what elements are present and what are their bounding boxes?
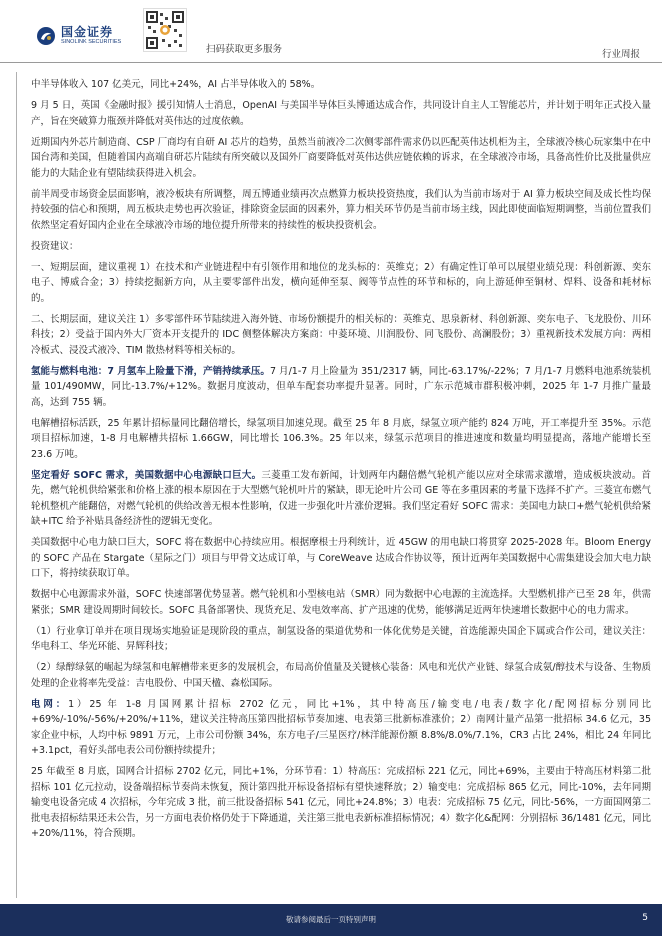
company-logo <box>36 26 121 46</box>
logo-english-name: SINOLINK SECURITIES <box>61 39 122 45</box>
paragraph-liquid-cooling-market: 前半周受市场资金层面影响，液冷板块有所调整，周五博通业绩再次点燃算力板块投资热度，我们认为当前市场对于 AI 算力板块空间及成长性均保持较强的信心和预期，周五板块走势也再次验证，排除资金层面的因素外，算力相关环节仍是当前市场主线，因此即使面临短期调整，当前位置我们依然坚定看好国内企业在全球液冷市场的地位提升所带来的持续性的板块投资机会。 <box>31 188 651 231</box>
sinolink-logo-icon <box>36 26 56 46</box>
left-margin-line <box>16 72 17 898</box>
qr-code-icon[interactable] <box>143 8 187 52</box>
paragraph-hydrogen-fuel-cell: 氢能与燃料电池：7 月氢车上险量下滑，产销持续承压。7 月/1-7 月上险量为 351/2317 辆，同比-63.17%/-22%；7 月/1-7 月燃料电池系统装机量 101/490MW，同比-13.7%/+12%。数据月度波动，但单车配套功率提升显著。同时，广东示范城市群积极冲刺，2025 年 1-7 月推广量最高，达到 755 辆。 <box>31 365 651 408</box>
page-header <box>0 0 662 62</box>
paragraph-ai-chip-trend: 近期国内外芯片制造商、CSP 厂商均有自研 AI 芯片的趋势，虽然当前液冷二次侧零部件需求仍以匹配英伟达机柜为主，全球液冷核心玩家集中在中国台湾和美国，但随着国内高端自研芯片陆续有所突破以及国外厂商要降低对英伟达供应链依赖的诉求，在全球液冷市场，具备高性价比及批量供应能力的大陆企业有望陆续获得进入机会。 <box>31 136 651 179</box>
footer-disclaimer: 敬请参阅最后一页特别声明 <box>286 915 376 924</box>
logo-chinese-name: 国金证券 <box>61 25 114 39</box>
paragraph-power-grid: 电网：1）25 年 1-8 月国网累计招标 2702 亿元，同比+1%，其中特高压/输变电/电表/数字化/配网招标分别同比+69%/-10%/-56%/+20%/+11%，建议关注特高压第四批招标节奏加速、电表第三批新标准涨价；2）南网计量产品第一批招标 34.6 亿元，35 家企业中标，人均中标 9891 万元，上市公司份额 34%，东方电子/三星医疗/林洋能源份额 8.8%/8.0%/7.1%，CR3 占比 24%，相比 24 年同比+3.1pct，看好头部电表公司份额持续提升； <box>31 698 651 756</box>
paragraph-sofc-demand: 坚定看好 SOFC 需求，美国数据中心电源缺口巨大。三菱重工发布新闻，计划两年内翻倍燃气轮机产能以应对全球需求激增，造成板块波动。首先，燃气轮机供给紧张和价格上涨的根本原因在于大型燃气轮机叶片的紧缺，即无论叶片公司 GE 等在多重因素的考量下选择不扩产。三菱宣布燃气轮机整机产能翻倍，对燃气轮机的供给改善无根本性影响，仅进一步强化叶片涨价逻辑。我们坚定看好 SOFC 需求：美国电力缺口+燃气轮机供给紧缺+ITC 给予补贴具备经济性的逻辑无变化。 <box>31 469 651 527</box>
investment-advice-heading: 投资建议： <box>31 240 79 252</box>
page-footer <box>0 904 662 936</box>
report-category: 行业周报 <box>601 49 640 60</box>
report-body <box>31 77 651 847</box>
page-number: 5 <box>642 913 648 923</box>
paragraph-short-term-advice: 一、短期层面，建议重视 1）在技术和产业链进程中有引领作用和地位的龙头标的：英维克；2）有确定性订单可以展望业绩兑现：科创新源、奕东电子、博威合金；3）持续挖掘新方向，从主要零部件出发，横向延伸至泵、阀等节点性的环节和标的，向上游延伸至铜材、焊料、设备和耗材标的。 <box>31 261 651 304</box>
paragraph-semiconductor-revenue: 中半导体收入 107 亿美元，同比+24%，AI 占半导体收入的 58%。 <box>31 79 321 90</box>
paragraph-long-term-advice: 二、长期层面，建议关注 1）多零部件环节陆续进入海外链、市场份额提升的相关标的：英维克、思泉新材、科创新源、奕东电子、飞龙股份、川环科技；2）受益于国内外大厂资本开支提升的 IDC 侧整体解决方案商：中菱环境、川润股份、同飞股份、高澜股份；3）重视新技术发展方向：两相冷板式、浸没式液冷、TIM 散热材料等相关标的。 <box>31 313 651 356</box>
paragraph-openai-broadcom: 9 月 5 日，英国《金融时报》援引知情人士消息，OpenAI 与美国半导体巨头博通达成合作，共同设计自主人工智能芯片，并计划于明年正式投入量产，旨在突破算力瓶颈并降低对英伟达的过度依赖。 <box>31 100 651 127</box>
paragraph-electrolyzer-tender: 电解槽招标活跃，25 年累计招标量同比翻倍增长，绿氢项目加速兑现。截至 25 年 8 月底，绿氢立项产能约 824 万吨，开工率提升至 35%。示范项目招标加速，1-8 月电解槽共招标 1.66GW，同比增长 106.3%。25 年以来，绿氢示范项目的推进速度和数量均明显提高，落地产能增长至 23.6 万吨。 <box>31 417 651 460</box>
header-divider <box>0 62 662 63</box>
paragraph-recommendation-1: （1）行业拿订单并在项目现场实地验证是现阶段的重点，制氢设备的渠道优势和一体化优势是关键，首选能源央国企下属或合作公司，建议关注：华电科工、华光环能、昇辉科技； <box>31 625 651 652</box>
paragraph-recommendation-2: （2）绿醇绿氨的崛起为绿氢和电解槽带来更多的发展机会，布局高价值量及关键核心装备：风电和光伏产业链、绿氢合成氨/醇技术与设备、生物质处理的企业将率先受益：吉电股份、中国天楹、森松国际。 <box>31 662 651 689</box>
paragraph-us-data-center-power: 美国数据中心电力缺口巨大，SOFC 将在数据中心持续应用。根据摩根士丹利统计，近 45GW 的用电缺口将贯穿 2025-2028 年。Bloom Energy 的 SOFC 产品在 Stargate（星际之门）项目与甲骨文达成订单，与 CoreWeave 达成合作协议等，预计近两年美国数据中心需集建设会加大电力缺口下，将持续获取订单。 <box>31 537 651 579</box>
paragraph-sofc-advantage: 数据中心电源需求外溢，SOFC 快速部署优势显著。燃气轮机和小型核电站（SMR）同为数据中心电源的主流选择。大型燃机排产已至 28 年，供需紧张；SMR 建设周期时间较长。SOFC 具备部署快、现货充足、发电效率高、扩产迅速的优势，能够满足近两年快速增长数据中心的电力需求。 <box>31 589 651 616</box>
qr-caption: 扫码获取更多服务 <box>206 44 283 55</box>
paragraph-state-grid-tender: 25 年截至 8 月底，国网合计招标 2702 亿元，同比+1%，分环节看：1）特高压：完成招标 221 亿元，同比+69%，主要由于特高压材料第二批招标 101 亿元拉动，设备端招标节奏尚未恢复，预计第四批开标设备招标有望快速释放；2）输变电：完成招标 865 亿元，同比-10%，去年同期输变电设备完成 4 次招标，今年完成 3 批，前三批设备招标 541 亿元，同比+24.8%；3）电表：完成招标 75 亿元，同比-56%，一方面国网第二批电表招标结果还未公告，另一方面电表价格仍处于下降通道，关注第三批电表新标准招标情况；4）数字化&配网：分别招标 36/1481 亿元，同比+20%/11%，符合预期。 <box>31 766 651 839</box>
